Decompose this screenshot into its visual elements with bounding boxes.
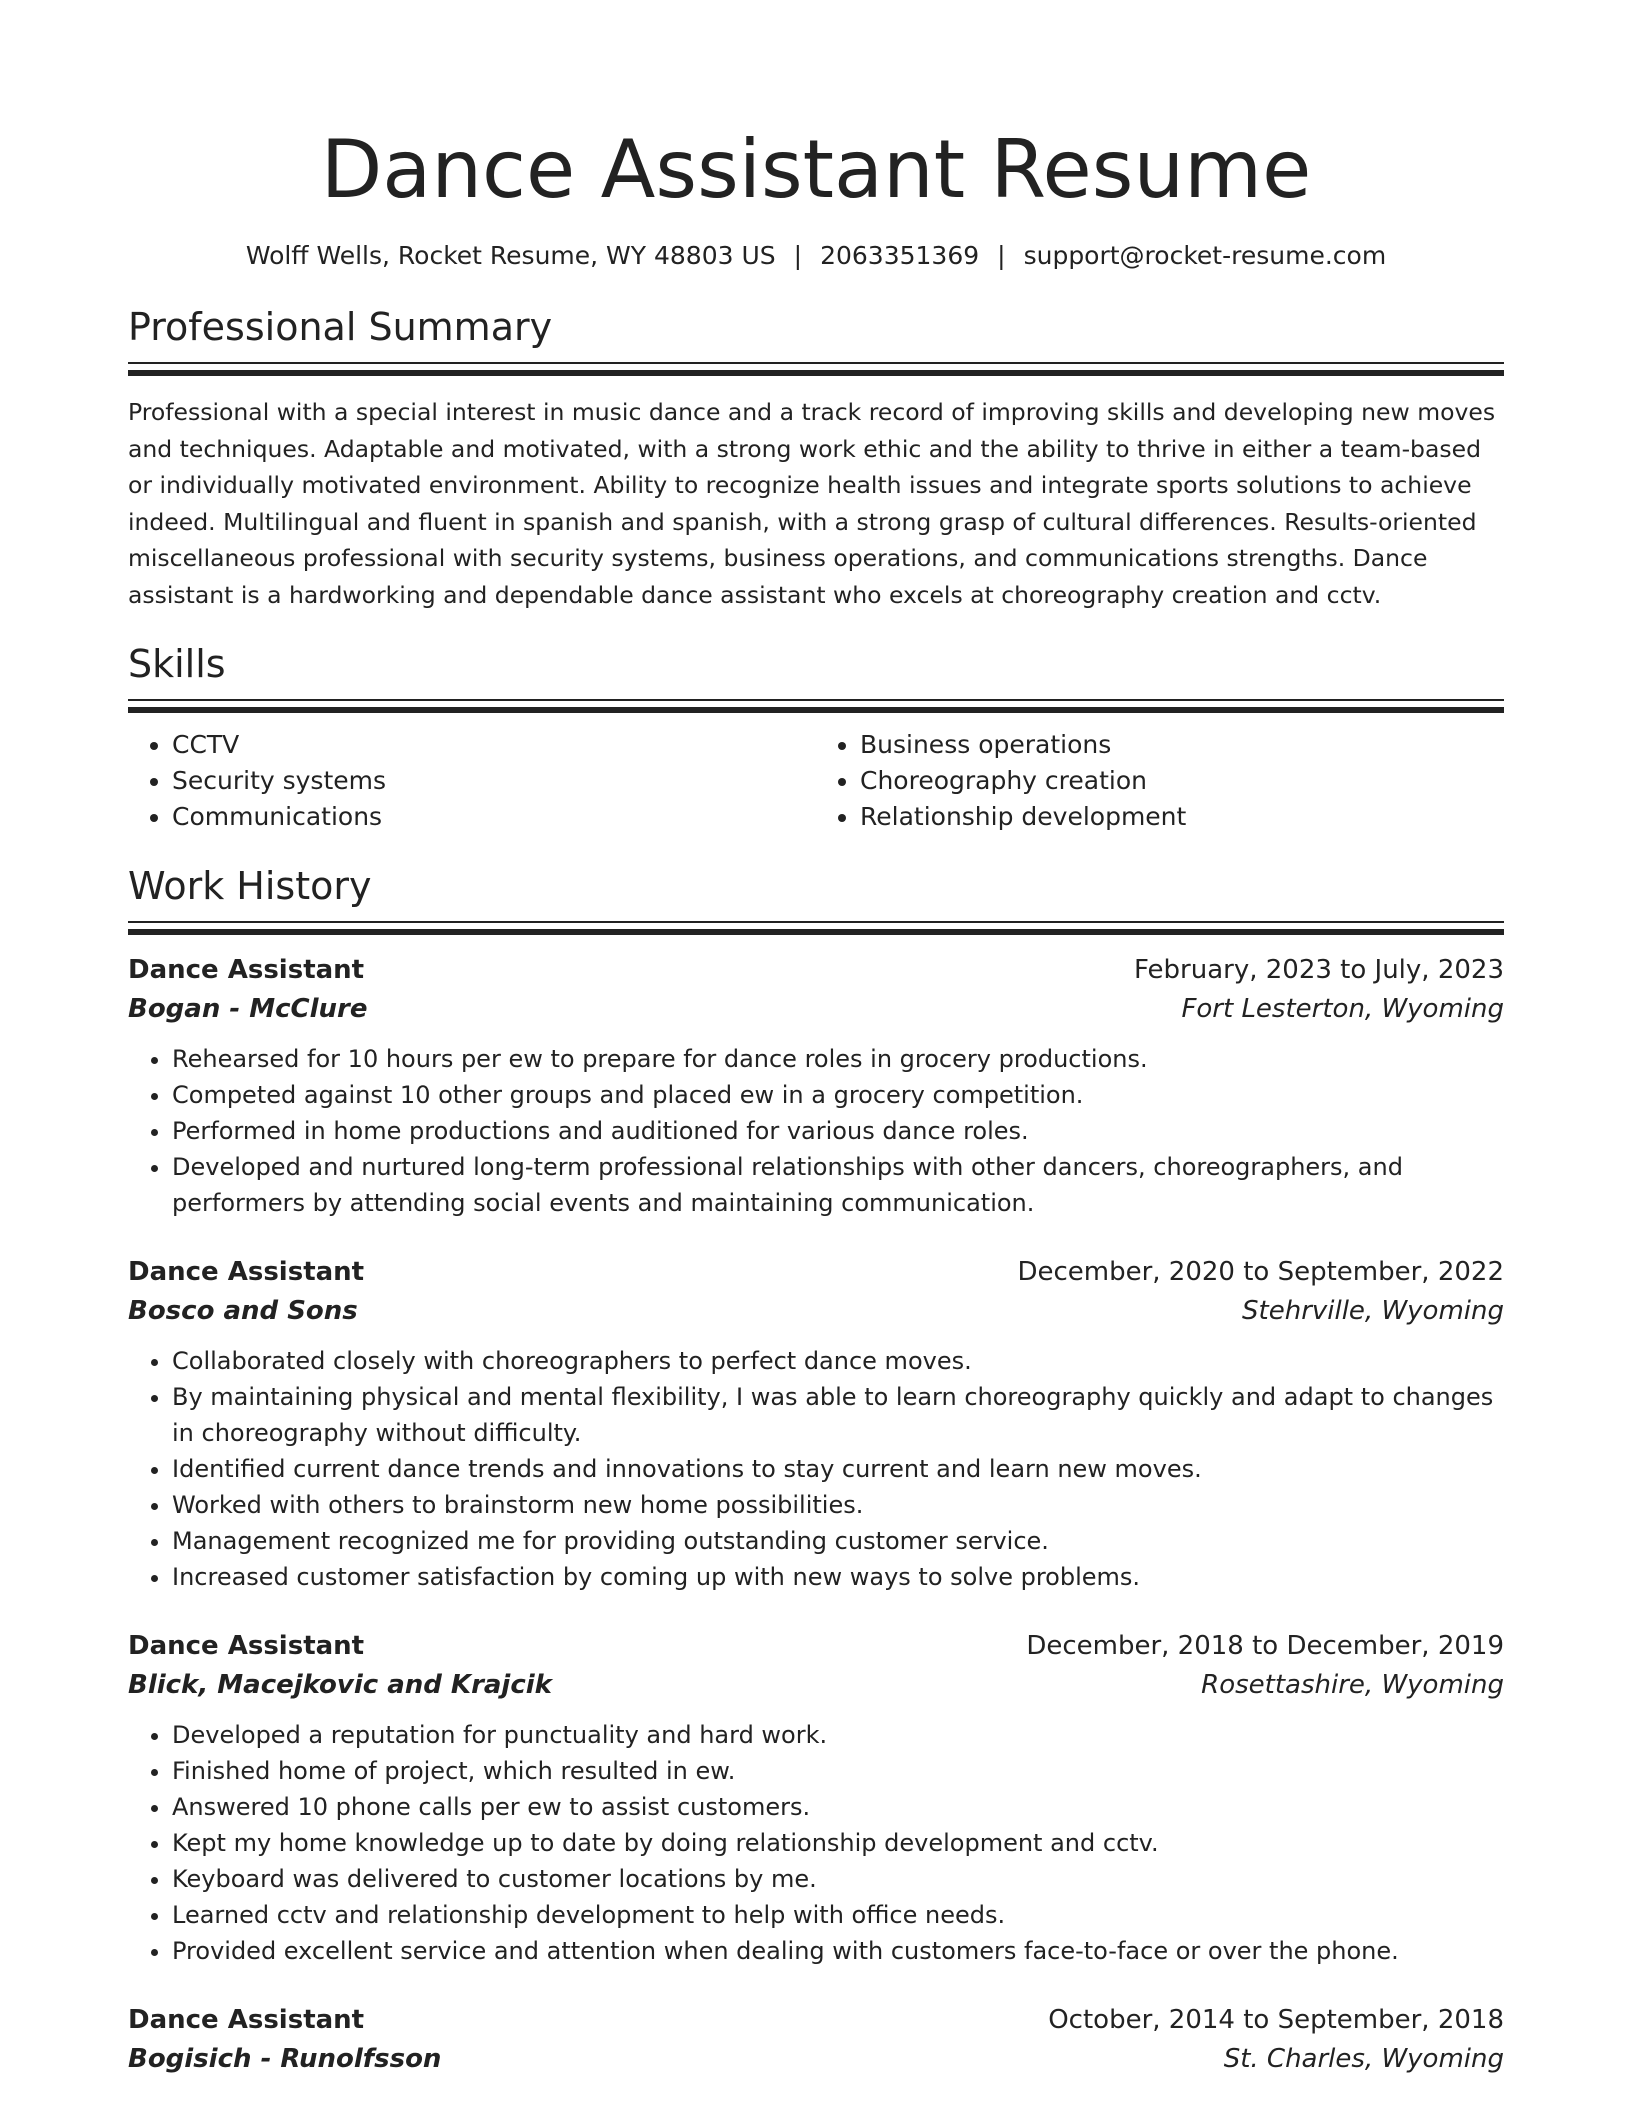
job-company: Bogisich - Runolfsson: [128, 2044, 442, 2074]
skill-item: • Business operations: [860, 727, 1504, 763]
job-bullet: • Competed against 10 other groups and placed ew in a grocery competition.: [172, 1077, 1504, 1113]
job-header: [128, 2001, 1504, 2039]
job-location: St. Charles, Wyoming: [1223, 2044, 1504, 2074]
contact-separator: |: [997, 241, 1006, 270]
job-entry: [128, 951, 1504, 1221]
job-company: Blick, Macejkovic and Krajcik: [128, 1670, 552, 1700]
job-bullet: • Rehearsed for 10 hours per ew to prepare for dance roles in grocery productions.: [172, 1041, 1504, 1077]
job-bullet: • Developed and nurtured long-term professional relationships with other dancers, choreographers, and performers by attending social events and maintaining communication.: [172, 1149, 1504, 1221]
job-subheader: [128, 989, 1504, 1029]
job-company: Bogan - McClure: [128, 994, 368, 1024]
job-header: [128, 1627, 1504, 1665]
job-bullet: • Finished home of project, which resulted in ew.: [172, 1753, 1504, 1789]
resume-title: Dance Assistant Resume: [320, 123, 1312, 216]
skill-item: • CCTV: [172, 727, 816, 763]
contact-phone: 2063351369: [820, 241, 980, 270]
job-dates: December, 2018 to December, 2019: [1026, 1631, 1504, 1661]
job-location: Stehrville, Wyoming: [1242, 1296, 1504, 1326]
job-bullets: [128, 1343, 1504, 1595]
job-title: Dance Assistant: [128, 1631, 365, 1661]
job-bullet: • Learned cctv and relationship development to help with office needs.: [172, 1897, 1504, 1933]
job-entry: [128, 1253, 1504, 1595]
summary-section: [128, 304, 1504, 613]
summary-heading: Professional Summary: [128, 305, 553, 349]
summary-text: Professional with a special interest in music dance and a track record of improving skills and developing new moves and techniques. Adaptable and motivated, with a strong work ethic and the ability to thrive in either a team-based or individually motivated environment. Ability to recognize health issues and integrate sports solutions to achieve indeed. Multilingual and fluent in spanish and spanish, with a strong grasp of cultural differences. Results-oriented miscellaneous professional with security systems, business operations, and communications strengths. Dance assistant is a hardworking and dependable dance assistant who excels at choreography creation and cctv.: [128, 398, 1496, 609]
skills-column-right: [816, 727, 1504, 835]
job-subheader: [128, 1291, 1504, 1331]
work-heading: Work History: [128, 864, 372, 908]
job-bullet: • Management recognized me for providing outstanding customer service.: [172, 1523, 1504, 1559]
job-header: [128, 951, 1504, 989]
contact-email: support@rocket-resume.com: [1023, 241, 1387, 270]
skill-item: • Relationship development: [860, 799, 1504, 835]
skill-item: • Choreography creation: [860, 763, 1504, 799]
section-divider-thick: [128, 707, 1504, 713]
job-company: Bosco and Sons: [128, 1296, 358, 1326]
skill-item: • Security systems: [172, 763, 816, 799]
job-subheader: [128, 1665, 1504, 1705]
work-section: [128, 863, 1504, 2079]
job-bullet: • Worked with others to brainstorm new home possibilities.: [172, 1487, 1504, 1523]
section-divider: [128, 921, 1504, 923]
job-bullet: • Kept my home knowledge up to date by doing relationship development and cctv.: [172, 1825, 1504, 1861]
job-bullet: • Identified current dance trends and innovations to stay current and learn new moves.: [172, 1451, 1504, 1487]
job-bullet: • Provided excellent service and attention when dealing with customers face-to-face or over the phone.: [172, 1933, 1504, 1969]
job-title: Dance Assistant: [128, 2005, 365, 2035]
section-divider: [128, 362, 1504, 364]
job-subheader: [128, 2039, 1504, 2079]
job-bullets: [128, 1717, 1504, 1969]
job-location: Fort Lesterton, Wyoming: [1181, 994, 1504, 1024]
skills-heading: Skills: [128, 642, 226, 686]
job-title: Dance Assistant: [128, 955, 365, 985]
section-divider-thick: [128, 929, 1504, 935]
job-bullets: [128, 1041, 1504, 1221]
job-bullet: • Keyboard was delivered to customer locations by me.: [172, 1861, 1504, 1897]
job-header: [128, 1253, 1504, 1291]
job-bullet: • Developed a reputation for punctuality and hard work.: [172, 1717, 1504, 1753]
resume-content: [128, 0, 1504, 2079]
skills-list: [128, 727, 1504, 835]
contact-address: Wolff Wells, Rocket Resume, WY 48803 US: [245, 241, 776, 270]
section-divider-thick: [128, 370, 1504, 376]
job-dates: February, 2023 to July, 2023: [1134, 955, 1504, 985]
job-title: Dance Assistant: [128, 1257, 365, 1287]
job-location: Rosettashire, Wyoming: [1201, 1670, 1504, 1700]
job-bullet: • Increased customer satisfaction by coming up with new ways to solve problems.: [172, 1559, 1504, 1595]
job-entry: [128, 2001, 1504, 2079]
skill-item: • Communications: [172, 799, 816, 835]
contact-separator: |: [793, 241, 803, 270]
contact-line: [128, 240, 1504, 272]
job-bullet: • Collaborated closely with choreographers to perfect dance moves.: [172, 1343, 1504, 1379]
section-divider: [128, 699, 1504, 701]
skills-column-left: [128, 727, 816, 835]
job-bullet: • Answered 10 phone calls per ew to assist customers.: [172, 1789, 1504, 1825]
skills-section: [128, 641, 1504, 835]
job-dates: October, 2014 to September, 2018: [1048, 2005, 1504, 2035]
job-entry: [128, 1627, 1504, 1969]
job-dates: December, 2020 to September, 2022: [1017, 1257, 1504, 1287]
job-bullet: • Performed in home productions and auditioned for various dance roles.: [172, 1113, 1504, 1149]
job-bullet: • By maintaining physical and mental flexibility, I was able to learn choreography quickly and adapt to changes in choreography without difficulty.: [172, 1379, 1504, 1451]
